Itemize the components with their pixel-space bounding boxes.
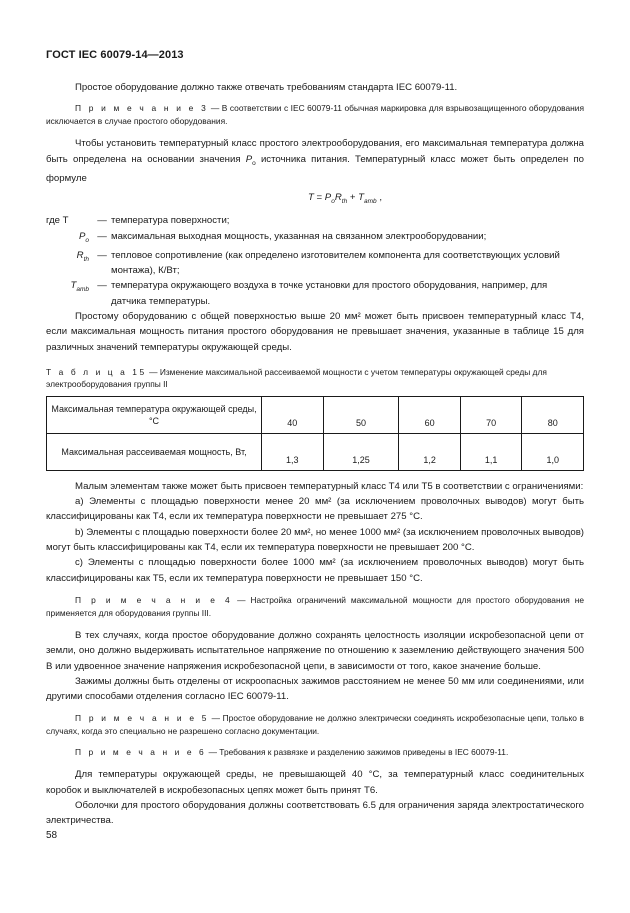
note-3-label: П р и м е ч а н и е 3 xyxy=(75,103,209,114)
table-15-caption-text: — Изменение максимальной рассеиваемой мощности с учетом температуры окружающей среды для электрооборудования группы II xyxy=(46,366,547,389)
paragraph-terminals: Зажимы должны быть отделены от искроопасных зажимов расстоянием не менее 50 мм или соединениями, или другими способами отделения согласно IEC 60079-11. xyxy=(46,675,584,703)
formula-p-sub: o xyxy=(331,198,335,205)
definition-text: температура поверхности; xyxy=(111,215,230,227)
table-cell: 1,1 xyxy=(460,433,522,470)
table-15 xyxy=(46,396,584,471)
formula-t2: T xyxy=(358,192,364,204)
table-cell: 80 xyxy=(522,396,584,433)
table-cell: 1,2 xyxy=(399,433,461,470)
formula-p: P xyxy=(324,192,332,204)
note-6-text: — Требования к развязке и разделению зажимов приведены в IEC 60079-11. xyxy=(206,747,509,758)
paragraph-enclosures: Оболочки для простого оборудования должны соответствовать 6.5 для ограничения заряда электростатического электричества. xyxy=(46,800,584,827)
paragraph-isolation: В тех случаях, когда простое оборудование должно сохранять целостность изоляции искробезопасной цепи от земли, оно должно выдерживать испытательное напряжение по отношению к заземлению действующего значения 500 В или удвоенное значение напряжения искробезопасной цепи, в зависимости от того, какое значение больше. xyxy=(46,629,584,672)
note-4-text: — Настройка ограничений максимальной мощности для простого оборудования не применяется для оборудования группы III. xyxy=(46,594,584,618)
definition-term: $P_o$ xyxy=(78,230,89,244)
paragraph-temperature-class-a: Чтобы установить температурный класс простого электрооборудования, его максимальная температура должна быть определена на основании значения xyxy=(46,138,584,165)
paragraph-simple-equipment: Простое оборудование должно также отвечать требованиям стандарта IEC 60079-11. xyxy=(75,82,458,93)
table-cell: 70 xyxy=(460,396,522,433)
list-item-c: c) Элементы с площадью поверхности более 1000 мм² (за исключением проволочных выводов) могут быть классифицированы как Т5, если их температура поверхности не превышает 150 °С. xyxy=(46,557,584,584)
formula-t: T xyxy=(307,192,314,204)
formula-tail: , xyxy=(376,192,382,204)
formula xyxy=(46,190,584,209)
symbol-p-sub: o xyxy=(252,159,256,167)
definition-text: максимальная выходная мощность, указанная на связанном электрооборудовании; xyxy=(111,230,487,242)
formula-t2-sub: amb xyxy=(364,198,377,205)
formula-r-sub: th xyxy=(341,198,348,205)
symbol-p: P xyxy=(245,153,253,165)
table-row-label: Максимальная температура окружающей среды, °С xyxy=(47,396,262,433)
definition-row: где T — температура поверхности; xyxy=(46,213,584,228)
page-number: 58 xyxy=(46,830,58,841)
paragraph-ambient-t6: Для температуры окружающей среды, не превышающей 40 °С, за температурный класс соединительных коробок и выключателей в искробезопасных цепях может быть принят Т6. xyxy=(46,769,584,796)
document-header: ГОСТ IEC 60079-14—2013 xyxy=(46,49,184,61)
table-cell: 60 xyxy=(399,396,461,433)
definition-term: где T xyxy=(46,215,69,227)
paragraph-temperature-class-b: источника питания. Температурный класс может быть определен по формуле xyxy=(46,153,584,184)
formula-r: R xyxy=(334,192,342,204)
table-15-label: Т а б л и ц а 15 xyxy=(46,366,147,377)
definition-term: $R_{th}$ xyxy=(76,249,89,263)
paragraph-surface-area: Простому оборудованию с общей поверхностью выше 20 мм² может быть присвоен температурный класс Т4, если максимальная мощность питания простого оборудования не превышает значения, указанные в таблице 15 для различных значений температуры окружающей среды. xyxy=(46,310,584,353)
table-cell: 1,0 xyxy=(522,433,584,470)
definition-text: температура окружающего воздуха в точке установки для простого оборудования, например, для датчика температуры. xyxy=(111,280,548,307)
table-cell: 1,25 xyxy=(323,433,399,470)
note-6 xyxy=(46,746,584,759)
definition-row: $P_o$ — максимальная выходная мощность, указанная на связанном электрооборудовании; xyxy=(46,229,584,248)
note-3-text: — В соответствии с IEC 60079-11 обычная маркировка для взрывозащищенного оборудования исключается в случае простого оборудования. xyxy=(46,103,584,127)
note-5-label: П р и м е ч а н и е 5 xyxy=(75,713,210,724)
formula-eq: = xyxy=(313,192,325,204)
table-row-label: Максимальная рассеиваемая мощность, Вт, xyxy=(47,433,262,470)
note-5-text: — Простое оборудование не должно электрически соединять искробезопасные цепи, только в случаях, когда это специально не разрешено согласно документации. xyxy=(46,713,585,737)
definitions-list xyxy=(46,213,584,309)
table-cell: 1,3 xyxy=(262,433,324,470)
table-cell: 40 xyxy=(262,396,324,433)
list-item-a: a) Элементы с площадью поверхности менее 20 мм² (за исключением проволочных выводов) могут быть классифицированы как Т4, если их температура поверхности не превышает 275 °С. xyxy=(46,496,584,523)
paragraph-temperature-class xyxy=(46,136,584,186)
note-3 xyxy=(46,102,584,128)
paragraph-small-elements: Малым элементам также может быть присвоен температурный класс Т4 или Т5 в соответствии с ограничениями: xyxy=(75,480,584,492)
text-body xyxy=(46,80,584,829)
note-5 xyxy=(46,712,584,738)
definition-row: $R_{th}$ — тепловое сопротивление (как определено изготовителем компонента для соответствующих условий монтажа), К/Вт; xyxy=(46,248,584,279)
list-item-b: b) Элементы с площадью поверхности более 20 мм², но менее 1000 мм² (за исключением проволочных выводов) могут быть классифицированы как Т4, если их температура поверхности не превышает 200 °С. xyxy=(46,526,584,554)
note-4 xyxy=(46,594,584,620)
definition-term: $T_{amb}$ xyxy=(70,280,89,294)
table-15-caption xyxy=(46,366,584,390)
formula-plus: + xyxy=(347,192,359,204)
table-row xyxy=(47,433,584,470)
note-6-label: П р и м е ч а н и е 6 xyxy=(75,747,207,758)
table-row xyxy=(47,396,584,433)
definition-text: тепловое сопротивление (как определено изготовителем компонента для соответствующих условий монтажа), К/Вт; xyxy=(111,249,560,277)
definition-row: $T_{amb}$ — температура окружающего воздуха в точке установки для простого оборудования, например, для датчика температуры. xyxy=(46,278,584,309)
table-cell: 50 xyxy=(323,396,399,433)
note-4-label: П р и м е ч а н и е 4 xyxy=(75,594,233,605)
